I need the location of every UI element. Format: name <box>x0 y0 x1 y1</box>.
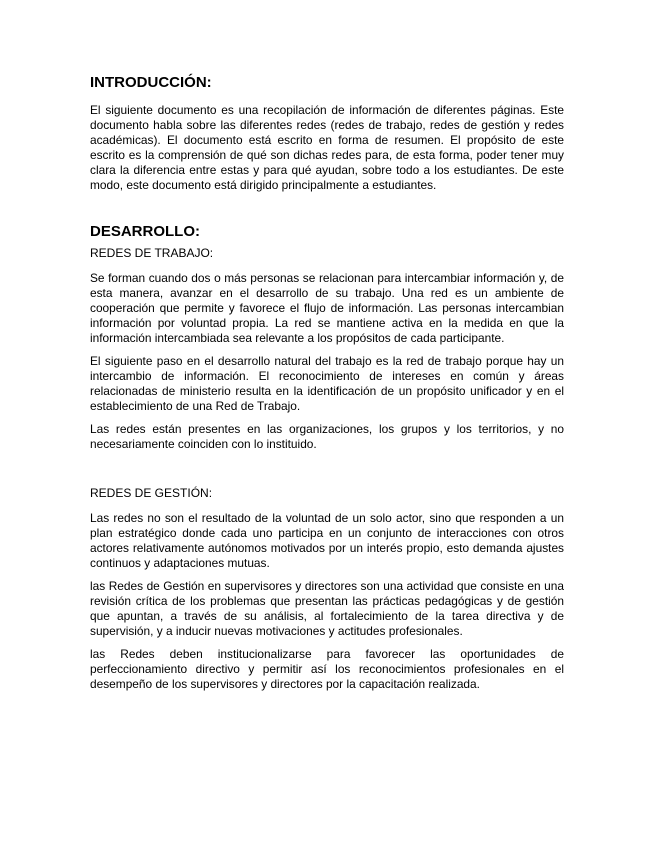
redes-trabajo-paragraph: Se forman cuando dos o más personas se relacionan para intercambiar información y, de esta manera, avanzar en el desarrollo de su trabajo. Una red es un ambiente de cooperación que permite y favorece el flujo de información. Las personas intercambian información por voluntad propia. La red se mantiene activa en la medida en que la información intercambiada sea relevante a los propósitos de cada participante. <box>90 271 564 345</box>
redes-gestion-paragraph: las Redes deben institucionalizarse para favorecer las oportunidades de perfeccionamiento directivo y permitir así los reconocimientos profesionales en el desempeño de los supervisores y directores por la capacitación realizada. <box>90 647 564 691</box>
redes-trabajo-title: REDES DE TRABAJO: <box>90 246 214 260</box>
redes-gestion-title: REDES DE GESTIÓN: <box>90 486 213 500</box>
intro-heading: INTRODUCCIÓN: <box>90 74 212 91</box>
redes-trabajo-paragraph: El siguiente paso en el desarrollo natural del trabajo es la red de trabajo porque hay un intercambio de información. El reconocimiento de intereses en común y áreas relacionadas de ministerio resulta en la identificación de un propósito unificador y en el establecimiento de una Red de Trabajo. <box>90 354 564 413</box>
intro-paragraph: El siguiente documento es una recopilación de información de diferentes páginas. Este documento habla sobre las diferentes redes (redes de trabajo, redes de gestión y redes académicas). El documento está escrito en forma de resumen. El propósito de este escrito es la comprensión de qué son dichas redes para, de esta forma, poder tener muy clara la diferencia entre estas y para qué ayudan, sobre todo a los estudiantes. De este modo, este documento está dirigido principalmente a estudiantes. <box>90 103 564 192</box>
document-body <box>90 74 564 692</box>
desarrollo-heading: DESARROLLO: <box>90 223 200 240</box>
redes-gestion-paragraph: las Redes de Gestión en supervisores y directores son una actividad que consiste en una revisión crítica de los problemas que presentan las prácticas pedagógicas y de gestión que apuntan, a través de su análisis, al fortalecimiento de la tarea directiva y de supervisión, y a inducir nuevas motivaciones y actitudes profesionales. <box>90 579 564 638</box>
redes-trabajo-paragraph: Las redes están presentes en las organizaciones, los grupos y los territorios, y no necesariamente coinciden con lo instituido. <box>90 422 564 451</box>
redes-gestion-paragraph: Las redes no son el resultado de la voluntad de un solo actor, sino que responden a un plan estratégico donde cada uno participa en un conjunto de interacciones con otros actores relativamente autónomos motivados por un interés propio, esto demanda ajustes continuos y adaptaciones mutuas. <box>90 511 564 570</box>
